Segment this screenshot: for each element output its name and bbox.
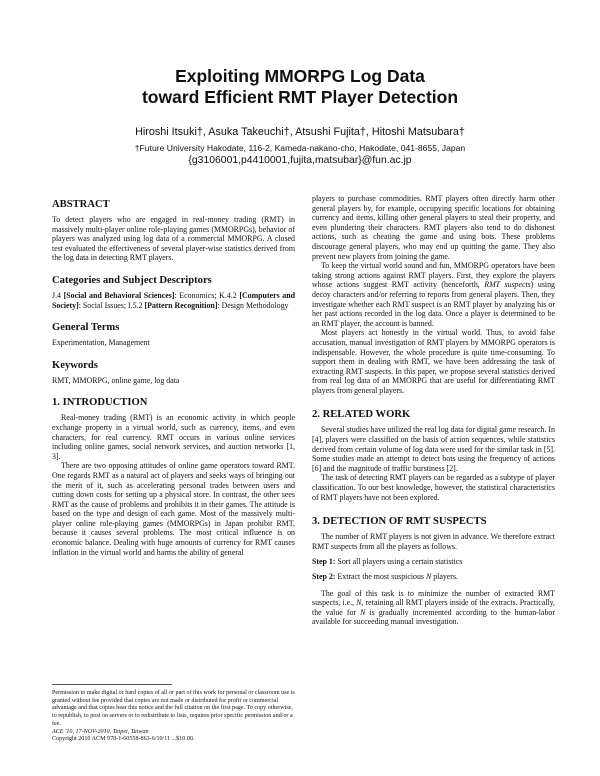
categories-text: [52, 291, 295, 310]
footnote-rule: [52, 684, 172, 685]
permission-text: Permission to make digital or hard copies of all or part of this work for personal or classroom use is granted without fee provided that copies are not made or distributed for profit or commercial advantage and that copies bear this notice and the full citation on the first page. To copy otherwise, to republish, to post on servers or to redistribute to lists, requires prior specific permission and/or a fee.: [52, 690, 295, 727]
intro-paragraph-3: [312, 261, 555, 328]
step-label: Step 1:: [312, 557, 336, 567]
related-paragraph-2: The task of detecting RMT players can be regarded as a subtype of player classification. To our best knowledge, however, the statistical characteristics of RMT players have not been explored.: [312, 473, 555, 502]
categories-bold: [Computers and Society]: [52, 290, 295, 310]
right-column: [312, 194, 555, 627]
math-variable: N: [425, 572, 432, 581]
abstract-heading: ABSTRACT: [52, 199, 110, 210]
step-2: [312, 572, 555, 582]
left-column: [52, 198, 295, 557]
intro-continued-paragraph: players to purchase commodities. RMT players often directly harm other general players by, for example, occupying specific locations for obtaining currency and items, killing other general players to steal their property, and even plundering their characters. RMT players also tend to do dishonest actions, such as cheating the game and using bots. These problems discourage general players, who may end up quitting the game. They also prevent new players from joining the game.: [312, 194, 555, 261]
categories-part: : Economics; K.4.2: [174, 290, 240, 300]
abstract-text: To detect players who are engaged in real-money trading (RMT) in massively multi-player online role-playing games (MMORPGs), behavior of players was analyzed using log data of a commercial MMORPG. A closed test evaluated the effectiveness of several player-wise statistics derived from the log data in detecting RMT players.: [52, 215, 295, 263]
keywords-heading: Keywords: [52, 359, 98, 371]
introduction-heading: 1. INTRODUCTION: [52, 397, 148, 409]
text-span: To keep the virtual world sound and fun, MMORPG operators have been taking strong actions against RMT players. First, they explore the players whose actions suggest RMT activity (henceforth,: [312, 261, 555, 290]
related-work-heading: 2. RELATED WORK: [312, 409, 411, 421]
detection-paragraph-1: The number of RMT players is not given in advance. We therefore extract RMT suspects from all the players as follows.: [312, 532, 555, 551]
text-span: The goal of this task is to minimize the number of extracted RMT suspects, i.e.,: [312, 588, 555, 608]
categories-part: : Social Issues; I.5.2: [78, 300, 145, 310]
text-span: is gradually incremented according to the human-labor available for succeeding manual investigation.: [312, 607, 555, 627]
title-line-2: toward Efficient RMT Player Detection: [141, 87, 459, 107]
conference-venue: ACE '10, 17-NOV-2010, Taipei, Taiwan: [52, 728, 149, 735]
step-label: Step 2:: [312, 572, 336, 581]
categories-part: J.4: [52, 290, 64, 300]
intro-paragraph-4: Most players act honestly in the virtual world. Thus, to avoid false accusation, manual investigation of RMT players by MMORPG operators is indispensable. However, the whole procedure is quite time-consuming. To support them in dealing with RMT, we have been addressing the task of extracting RMT suspects. In this paper, we propose several statistics derived from real log data of an MMORPG that are useful for differentiating RMT players from general players.: [312, 328, 555, 395]
math-variable: N: [356, 598, 362, 608]
step-text: Sort all players using a certain statistics: [337, 557, 463, 567]
step-text: players.: [431, 572, 458, 581]
detection-paragraph-2: [312, 589, 555, 627]
related-paragraph-1: Several studies have utilized the real log data for digital game research. In [4], players were classified on the basis of action sequences, while statistics derived from certain volume of log data were used for the similar task in [5]. Some studies made an attempt to detect bots using the frequency of actions [6] and the magnitude of traffic burstiness [2].: [312, 425, 555, 473]
text-span: , retaining all RMT players inside of the extracts. Practically, the value for: [312, 598, 555, 617]
copyright-line: Copyright 2010 ACM 978-1-60558-863-6/10/11 ...$10.00.: [52, 736, 195, 743]
general-terms-text: Experimentation, Management: [52, 338, 150, 348]
affiliation: †Future University Hakodate, 116-2, Kameda-nakano-cho, Hakodate, 041-8655, Japan: [134, 143, 466, 153]
categories-bold: [Social and Behavioral Sciences]: [63, 290, 175, 300]
introduction-paragraph-2: There are two opposing attitudes of online game operators toward RMT. One regards RMT as a natural act of players and seeks ways of bringing out the merit of it, such as accelerating personal trades between users and cutting down costs for setting up a physical store. In contrast, the other sees RMT as the cause of problems and prohibits it in their games. The attitude is based on the type and design of each game. Most of the massively multi-player online role-playing games (MMORPGs) in Japan prohibit RMT, because it causes several problems. The most critical influence is on economic balance. Dealing with huge amounts of currency for RMT causes inflation in the virtual world and harms the ability of general: [52, 461, 295, 557]
categories-bold: [Pattern Recognition]: [144, 300, 218, 310]
permission-notice: [52, 690, 295, 744]
general-terms-heading: General Terms: [52, 322, 120, 334]
categories-part: : Design Methodology: [217, 300, 289, 310]
italic-term: RMT suspects: [484, 280, 531, 290]
paper-title: [40, 66, 560, 108]
math-variable: N: [360, 607, 366, 617]
author-list: Hiroshi Itsuki†, Asuka Takeuchi†, Atsushi Fujita†, Hitoshi Matsubara†: [135, 126, 465, 138]
title-line-1: Exploiting MMORPG Log Data: [175, 66, 425, 86]
text-span: ) using decoy characters and/or referring to reports from general players. Then, they investigate whether each RMT suspect is an RMT player by analyzing his or her past actions recorded in the log data. Once a player is determined to be an RMT player, the account is banned.: [312, 280, 555, 328]
step-text: Extract the most suspicious: [337, 572, 426, 581]
detection-heading: 3. DETECTION OF RMT SUSPECTS: [312, 516, 487, 528]
keywords-text: RMT, MMORPG, online game, log data: [52, 375, 180, 385]
step-1: [312, 557, 555, 567]
author-emails: {g3106001,p4410001,fujita,matsubar}@fun.ac.jp: [188, 155, 412, 166]
categories-heading: Categories and Subject Descriptors: [52, 274, 212, 286]
introduction-paragraph-1: Real-money trading (RMT) is an economic activity in which people exchange property in a virtual world, such as currency, items, and even characters, for real currency. RMT occurs in various online services including online games, social network services, and auction networks [1, 3].: [52, 413, 295, 461]
